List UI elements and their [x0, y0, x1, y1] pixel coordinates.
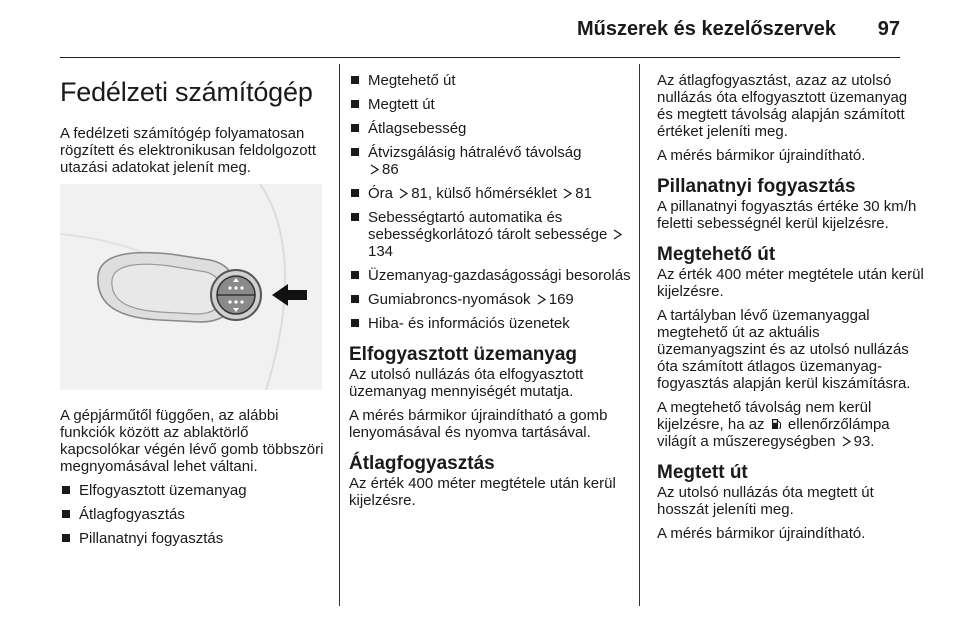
list-item: Átlagsebesség — [349, 120, 631, 137]
column-divider — [639, 64, 640, 606]
list-item: Átvizsgálásig hátralévő távolság 86 — [349, 144, 631, 178]
section-title: Fedélzeti számítógép — [60, 77, 313, 107]
column-2 — [349, 72, 631, 516]
paragraph: A tartályban lévő üzemanyaggal megtehető út az aktuális üzemanyagszint és az utolsó nullázás óta számított átlagos üzemanyag-fogyasztás alapján kerül kiszámításra. — [657, 307, 911, 392]
wiper-stalk-drawing — [60, 184, 322, 390]
list-item: Hiba- és információs üzenetek — [349, 315, 631, 332]
list-item: Üzemanyag-gazdaságossági besorolás — [349, 267, 631, 284]
page-reference-icon — [563, 188, 572, 199]
column-divider — [339, 64, 340, 606]
page-reference[interactable]: 134 — [368, 243, 394, 260]
page-number: 97 — [877, 18, 900, 40]
header-rule — [60, 57, 900, 58]
function-list-continued — [349, 72, 631, 332]
page-reference-icon — [537, 294, 546, 305]
paragraph: Az érték 400 méter megtétele után kerül kijelzésre. — [657, 266, 924, 300]
paragraph: A mérés bármikor újraindítható a gomb lenyomásával és nyomva tartásával. — [349, 407, 608, 441]
page-reference-icon — [613, 229, 622, 240]
page-header — [60, 18, 900, 52]
page-reference-icon — [842, 436, 851, 447]
paragraph: Az utolsó nullázás óta megtett út hosszát jeleníti meg. — [657, 484, 874, 518]
subsection-title: Elfogyasztott üzemanyag — [349, 344, 578, 365]
paragraph: Az átlagfogyasztást, azaz az utolsó nullázás óta elfogyasztott üzemanyag és megtett távolság alapján számított értéket jeleníti meg. — [657, 72, 908, 140]
intro-paragraph: A fedélzeti számítógép folyamatosan rögzített és elektronikusan feldolgozott utazási adatokat jelenít meg. — [60, 125, 316, 176]
subsection-title: Pillanatnyi fogyasztás — [657, 176, 856, 197]
list-item: Elfogyasztott üzemanyag — [60, 482, 328, 499]
paragraph: A megtehető távolság nem kerül kijelzésre, ha az ellenőrzőlámpa világít a műszeregységben 93. — [657, 399, 890, 450]
paragraph: A mérés bármikor újraindítható. — [657, 525, 866, 542]
subsection-title: Átlagfogyasztás — [349, 453, 495, 474]
page-reference-icon — [399, 188, 408, 199]
list-item: Megtehető út — [349, 72, 631, 89]
fuel-warning-lamp-icon — [771, 417, 782, 429]
page-reference[interactable]: 93. — [853, 433, 875, 450]
paragraph: Az utolsó nullázás óta elfogyasztott üzemanyag mennyiségét mutatja. — [349, 366, 584, 400]
page-reference[interactable]: 86 — [382, 161, 399, 178]
list-item: Megtett út — [349, 96, 631, 113]
list-item: Átlagfogyasztás — [60, 506, 328, 523]
chapter-title: Műszerek és kezelőszervek — [576, 18, 836, 40]
list-item: Sebességtartó automatika és sebességkorlátozó tárolt sebessége 134 — [349, 209, 631, 260]
list-item: Gumiabroncs-nyomások 169 — [349, 291, 631, 308]
list-item: Óra 81, külső hőmérséklet 81 — [349, 185, 631, 202]
function-list — [60, 482, 328, 547]
function-switch-paragraph: A gépjárműtől függően, az alábbi funkciók között az ablaktörlő kapcsolókar végén lévő gomb többszöri megnyomásával lehet váltani. — [60, 407, 324, 475]
page-reference-icon — [370, 164, 379, 175]
list-item: Pillanatnyi fogyasztás — [60, 530, 328, 547]
page-reference[interactable]: 81 — [411, 185, 428, 202]
page-reference[interactable]: 81 — [575, 185, 592, 202]
paragraph: Az érték 400 méter megtétele után kerül kijelzésre. — [349, 475, 616, 509]
subsection-title: Megtett út — [657, 462, 748, 483]
subsection-title: Megtehető út — [657, 244, 776, 265]
paragraph: A mérés bármikor újraindítható. — [657, 147, 866, 164]
paragraph: A pillanatnyi fogyasztás értéke 30 km/h feletti sebességnél kerül kijelzésre. — [657, 198, 917, 232]
column-1 — [60, 72, 328, 554]
page-reference[interactable]: 169 — [548, 291, 574, 308]
column-3 — [657, 72, 925, 549]
wiper-stalk-illustration — [60, 184, 322, 390]
